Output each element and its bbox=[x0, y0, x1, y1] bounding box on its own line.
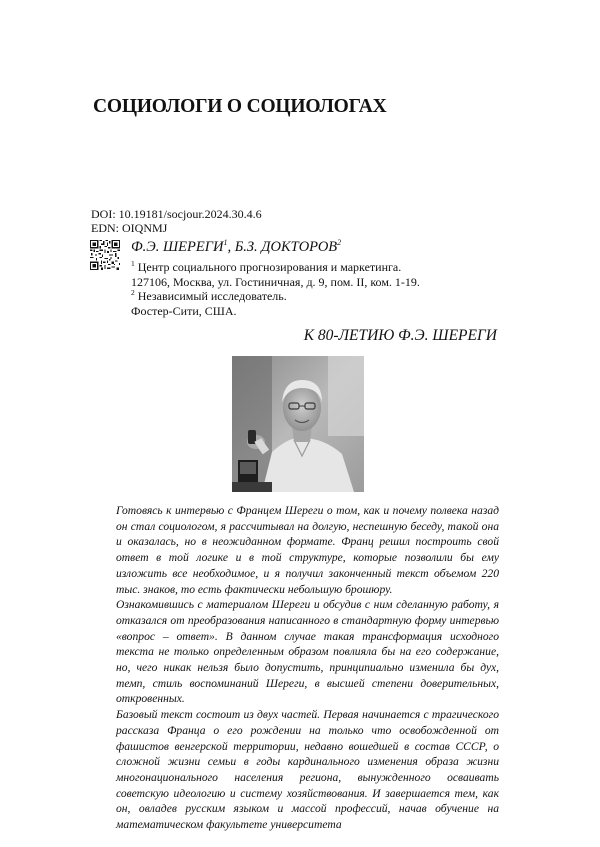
affiliation-1-line-2: 127106, Москва, ул. Гостиничная, д. 9, пом. II, ком. 1-19. bbox=[131, 275, 420, 289]
portrait-photo bbox=[232, 356, 364, 492]
author-2-name: Б.З. ДОКТОРОВ bbox=[234, 238, 338, 255]
affiliation-1-line-1: Центр социального прогнозирования и маркетинга. bbox=[134, 260, 402, 274]
paragraph-3: Базовый текст состоит из двух частей. Первая начинается с трагического рассказа Франца о его рождении на только что освобожденной от фашистов венгерской территории, недавно вошедшей в состав СССР, о сложной жизни семьи в годы кардинального изменения образа жизни многонационального населения региона, вынужденного осваивать советскую идеологию и систему хозяйствования. И завершается тем, как он, овладев русским языком и массой профессий, начав обучение на математическом факультете университета bbox=[116, 708, 499, 832]
paragraph-2: Ознакомившись с материалом Шереги и обсудив с ним сделанную работу, я отказался от преобразования написанного в стандартную форму интервью «вопрос – ответ». В данном случае такая трансформация исходного текста не только определенным образом повлияла бы на его содержание, но, чего никак нельзя было допустить, принципиально изменила бы дух, темп, стиль воспоминаний Шереги, в высшей степени доверительных, откровенных. bbox=[116, 598, 499, 706]
author-names bbox=[131, 238, 341, 256]
affiliation-2-mark: 2 bbox=[131, 288, 135, 297]
rubric-heading: К 80-ЛЕТИЮ Ф.Э. ШЕРЕГИ bbox=[303, 327, 497, 344]
article-body bbox=[116, 503, 499, 833]
affiliation-2 bbox=[131, 285, 287, 319]
affiliation-2-line-2: Фостер-Сити, США. bbox=[131, 304, 237, 318]
author-separator: , bbox=[227, 238, 235, 255]
section-title: СОЦИОЛОГИ О СОЦИОЛОГАХ bbox=[93, 96, 387, 117]
qr-code-icon bbox=[90, 240, 120, 270]
author-1-affiliation-mark: 1 bbox=[223, 238, 228, 247]
doi-line[interactable]: DOI: 10.19181/socjour.2024.30.4.6 bbox=[91, 207, 262, 221]
author-2-affiliation-mark: 2 bbox=[337, 238, 342, 247]
affiliation-1-mark: 1 bbox=[131, 259, 135, 268]
author-1-name: Ф.Э. ШЕРЕГИ bbox=[131, 238, 224, 255]
paragraph-1: Готовясь к интервью с Францем Шереги о том, как и почему полвека назад он стал социологом, я рассчитывал на долгую, неспешную беседу, такой она и оказалась, но в неожиданном формате. Франц решил построить свой ответ в той логике и в той структуре, которые позволили бы ему изложить все необходимое, и я получил законченный текст объемом 220 тыс. знаков, то есть фактически небольшую брошюру. bbox=[116, 504, 499, 596]
affiliation-2-line-1: Независимый исследователь. bbox=[134, 289, 287, 303]
edn-line: EDN: OIQNMJ bbox=[91, 221, 168, 235]
